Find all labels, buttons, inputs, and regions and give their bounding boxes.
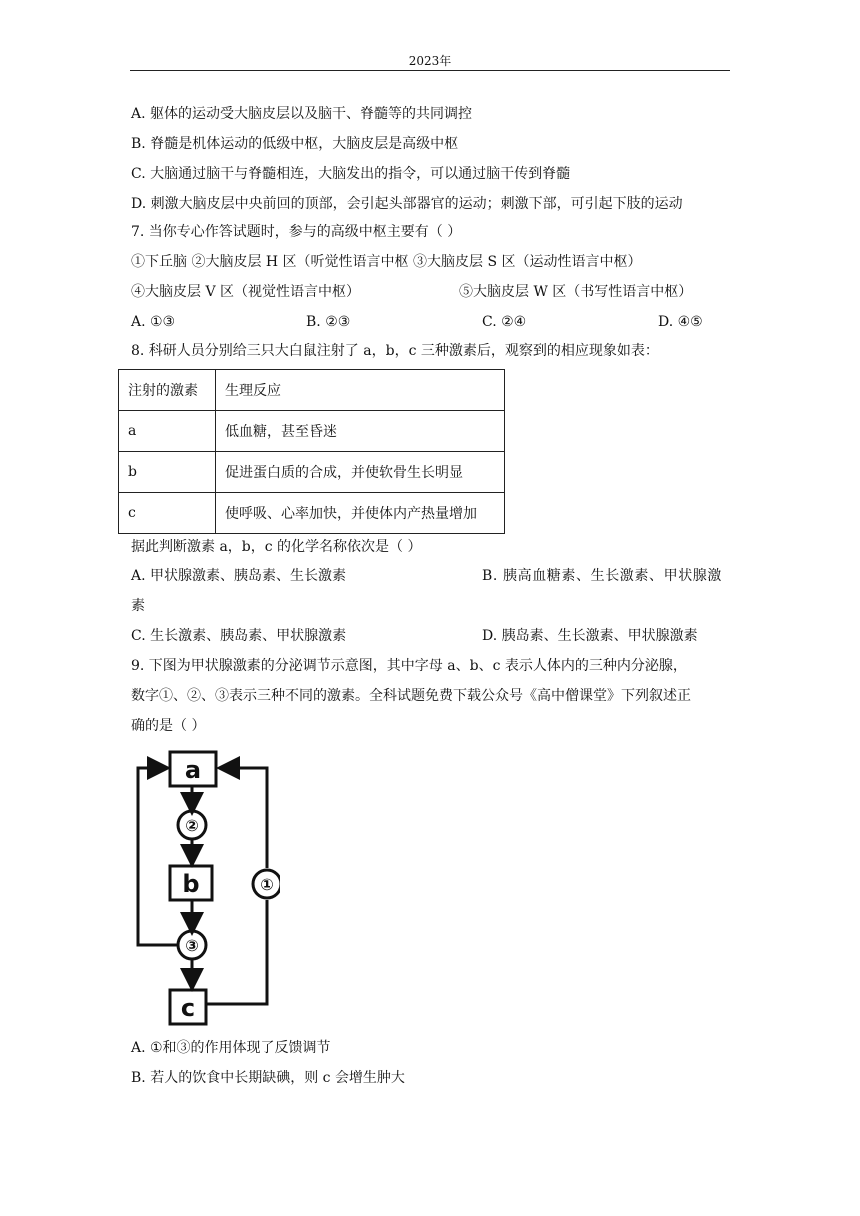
q7-option-b: B. ②③ [306, 314, 351, 330]
thyroid-regulation-diagram [130, 748, 280, 1030]
q6-option-b: B. 脊髓是机体运动的低级中枢，大脑皮层是高级中枢 [131, 136, 459, 152]
q6-option-a: A. 躯体的运动受大脑皮层以及脑干、脊髓等的共同调控 [131, 106, 473, 122]
q8-option-d: D. 胰岛素、生长激素、甲状腺激素 [482, 628, 698, 644]
header-rule [130, 70, 730, 71]
q9-stem-line-2: 数字①、②、③表示三种不同的激素。全科试题免费下载公众号《高中僧课堂》下列叙述正 [131, 688, 691, 704]
table-cell: 促进蛋白质的合成，并使软骨生长明显 [216, 452, 505, 493]
q9-stem-line-1: 9. 下图为甲状腺激素的分泌调节示意图，其中字母 a、b、c 表示人体内的三种内分泌腺， [131, 658, 687, 674]
gland-label-b: b [182, 870, 200, 898]
table-row [119, 452, 505, 493]
q7-item-4: ④大脑皮层 V 区（视觉性语言中枢） [131, 284, 361, 300]
table-cell: 使呼吸、心率加快，并使体内产热量增加 [216, 493, 505, 534]
q7-items-row1: ①下丘脑 ②大脑皮层 H 区（听觉性语言中枢 ③大脑皮层 S 区（运动性语言中枢） [131, 254, 642, 270]
q9-option-b: B. 若人的饮食中长期缺碘，则 c 会增生肿大 [131, 1070, 405, 1086]
hormone-label-1: ① [260, 875, 274, 894]
table-cell: b [119, 452, 216, 493]
gland-label-a: a [184, 756, 202, 784]
table-header-response: 生理反应 [216, 370, 505, 411]
q8-stem: 8. 科研人员分别给三只大白鼠注射了 a，b，c 三种激素后，观察到的相应现象如表： [131, 343, 659, 359]
page-header: 2023年 [408, 54, 452, 68]
q9-option-a: A. ①和③的作用体现了反馈调节 [131, 1040, 331, 1056]
q8-question: 据此判断激素 a，b，c 的化学名称依次是（ ） [131, 539, 422, 555]
table-cell: c [119, 493, 216, 534]
q9-stem-line-3: 确的是（ ） [131, 718, 206, 734]
table-cell: a [119, 411, 216, 452]
q7-option-c: C. ②④ [482, 314, 527, 330]
gland-label-c: c [180, 994, 196, 1022]
q7-option-d: D. ④⑤ [658, 314, 703, 330]
hormone-label-3: ③ [185, 936, 199, 955]
q7-item-5: ⑤大脑皮层 W 区（书写性语言中枢） [459, 284, 693, 300]
q8-option-a: A. 甲状腺激素、胰岛素、生长激素 [131, 568, 347, 584]
q8-option-c: C. 生长激素、胰岛素、甲状腺激素 [131, 628, 347, 644]
table-cell: 低血糖，甚至昏迷 [216, 411, 505, 452]
table-row [119, 493, 505, 534]
table-row [119, 411, 505, 452]
hormone-table [118, 369, 505, 534]
q6-option-d: D. 刺激大脑皮层中央前回的顶部，会引起头部器官的运动；刺激下部，可引起下肢的运动 [131, 196, 683, 212]
q8-option-b-wrap: 素 [131, 598, 145, 614]
q7-stem: 7. 当你专心作答试题时，参与的高级中枢主要有（ ） [131, 224, 462, 240]
q7-option-a: A. ①③ [131, 314, 176, 330]
q6-option-c: C. 大脑通过脑干与脊髓相连，大脑发出的指令，可以通过脑干传到脊髓 [131, 166, 571, 182]
hormone-label-2: ② [185, 816, 199, 835]
q8-option-b: B. 胰高血糖素、生长激素、甲状腺激 [482, 568, 722, 584]
table-header-hormone: 注射的激素 [119, 370, 216, 411]
table-header-row [119, 370, 505, 411]
